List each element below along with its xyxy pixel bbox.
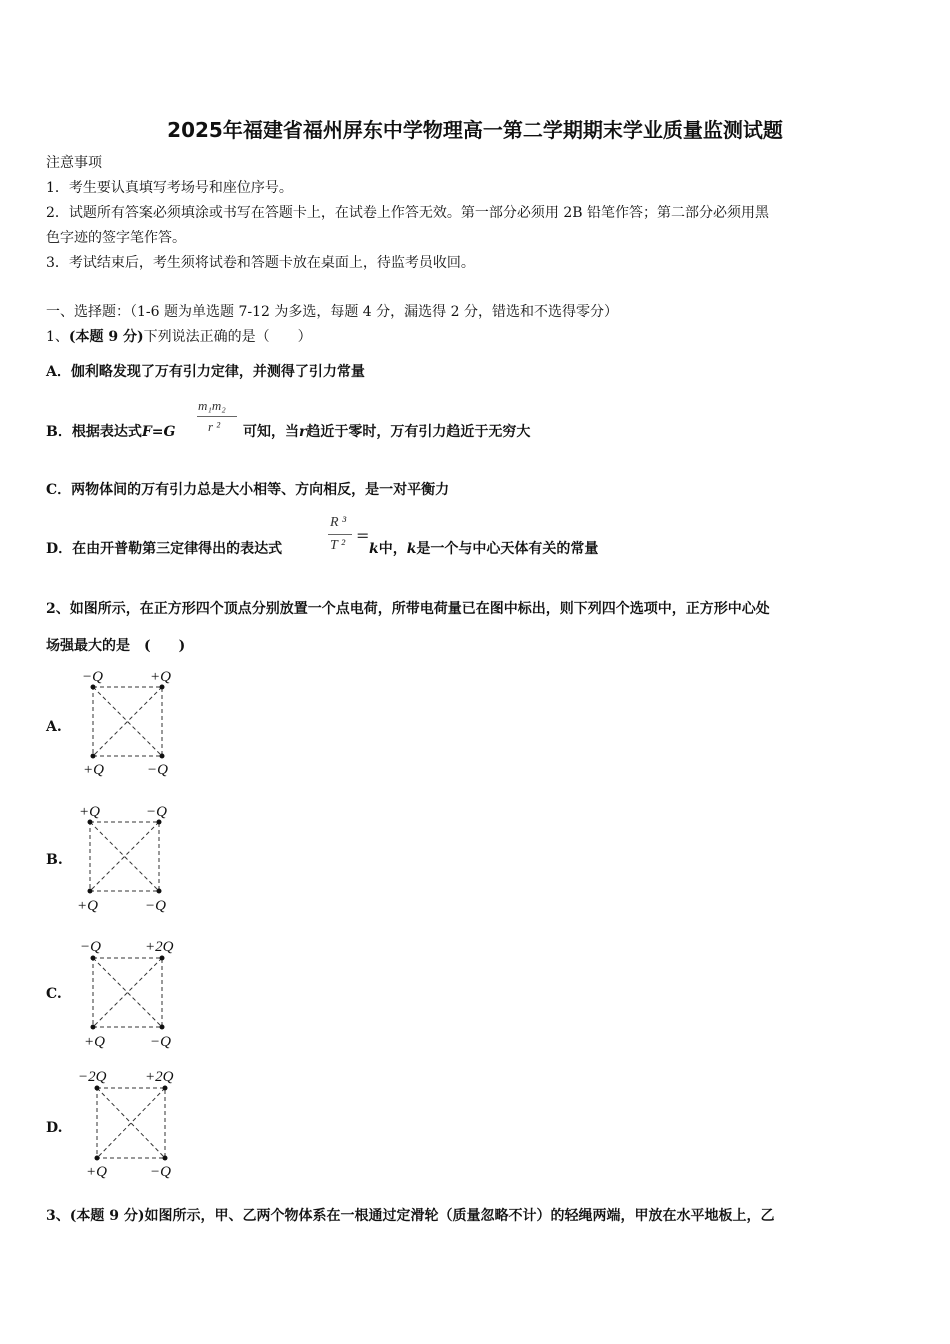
charge-point	[95, 1156, 100, 1161]
question-3-number: 3、	[46, 1208, 70, 1224]
question-1-points: (本题 9 分)	[68, 329, 144, 345]
q1-option-d-label: D．在由开普勒第三定律得出的表达式	[46, 541, 283, 557]
charge-label-br: −Q	[145, 898, 166, 914]
q1-d-k2: k	[406, 541, 417, 557]
question-1-text: 下列说法正确的是（ ）	[143, 329, 312, 345]
q1-d-text-2: 是一个与中心天体有关的常量	[416, 541, 599, 557]
notice-item-1: 1．考生要认真填写考场号和座位序号。	[46, 180, 293, 196]
q1-option-a: A．伽利略发现了万有引力定律，并测得了引力常量	[46, 364, 365, 380]
charge-label-tr: +2Q	[145, 1069, 174, 1085]
charge-point	[160, 754, 165, 759]
notice-item-2-line-2: 色字迹的签字笔作答。	[46, 230, 186, 246]
charge-label-tr: −Q	[146, 804, 167, 820]
q1-option-b-label: B．根据表达式	[46, 424, 142, 440]
q1-b-text-2: 趋近于零时，万有引力趋近于无穷大	[306, 424, 531, 440]
charge-point	[91, 685, 96, 690]
charge-label-tl: −Q	[80, 939, 101, 955]
charge-label-tl: −2Q	[78, 1069, 107, 1085]
charge-label-tr: +2Q	[145, 939, 174, 955]
charge-point	[163, 1156, 168, 1161]
charge-point	[160, 1025, 165, 1030]
q1-b-r: r	[299, 424, 307, 440]
q1-b-fraction-bar	[197, 416, 237, 417]
page-title: 2025年福建省福州屏东中学物理高一第二学期期末学业质量监测试题	[167, 118, 783, 142]
q1-option-b-rest	[243, 421, 530, 441]
charge-point	[91, 956, 96, 961]
q2-option-b-diagram	[70, 800, 190, 916]
charge-label-bl: +Q	[86, 1164, 107, 1180]
q2-option-c-label: C.	[46, 986, 62, 1002]
q2-option-d-diagram	[70, 1064, 190, 1182]
question-3-stem	[46, 1205, 775, 1225]
charge-point	[160, 956, 165, 961]
q1-d-fraction-denominator: T ²	[330, 538, 346, 553]
charge-point	[157, 820, 162, 825]
question-3-points: (本题 9 分)	[69, 1208, 145, 1224]
notice-item-3: 3．考试结束后，考生须将试卷和答题卡放在桌面上，待监考员收回。	[46, 255, 475, 271]
q1-option-b	[46, 421, 175, 441]
q2-option-b-label: B.	[46, 852, 63, 868]
question-1-number: 1、	[46, 329, 69, 345]
charge-label-tl: −Q	[82, 669, 103, 685]
charge-label-bl: +Q	[83, 762, 104, 778]
section-heading: 一、选择题：（1-6 题为单选题 7-12 为多选，每题 4 分，漏选得 2 分，错选和不选得零分）	[46, 304, 618, 320]
q1-option-c: C．两物体间的万有引力总是大小相等、方向相反，是一对平衡力	[46, 482, 450, 498]
charge-label-br: −Q	[147, 762, 168, 778]
charge-point	[91, 754, 96, 759]
q1-d-fraction-bar	[328, 534, 352, 535]
q2-option-d-label: D.	[46, 1120, 63, 1136]
charge-point	[91, 1025, 96, 1030]
q1-option-d-rest	[369, 538, 598, 558]
charge-label-br: −Q	[150, 1034, 171, 1050]
q1-b-fraction-numerator: m₁m₂	[198, 398, 226, 413]
notice-heading: 注意事项	[46, 155, 102, 171]
q1-b-text-1: 可知，当	[243, 424, 299, 440]
charge-point	[157, 889, 162, 894]
question-2-line-2: 场强最大的是 ( )	[46, 638, 186, 654]
charge-label-br: −Q	[150, 1164, 171, 1180]
q1-d-k: k	[369, 541, 379, 557]
charge-label-bl: +Q	[77, 898, 98, 914]
notice-item-2-line-1: 2．试题所有答案必须填涂或书写在答题卡上，在试卷上作答无效。第一部分必须用 2B 铅笔作答；第二部分必须用黑	[46, 205, 769, 221]
charge-point	[88, 889, 93, 894]
q1-d-text-1: 中，	[378, 541, 407, 557]
q1-b-fraction-denominator: r ²	[208, 419, 221, 434]
q1-option-b-formula: F=G	[141, 424, 176, 440]
question-2-line-1: 2、如图所示，在正方形四个顶点分别放置一个点电荷，所带电荷量已在图中标出，则下列四个选项中，正方形中心处	[46, 601, 770, 617]
q2-option-c-diagram	[70, 934, 190, 1052]
question-1-stem	[46, 326, 312, 346]
charge-point	[160, 685, 165, 690]
question-3-text: 如图所示，甲、乙两个物体系在一根通过定滑轮（质量忽略不计）的轻绳两端，甲放在水平地板上，乙	[144, 1208, 775, 1224]
q1-d-equals: =	[356, 526, 370, 545]
charge-label-tl: +Q	[79, 804, 100, 820]
q1-d-fraction-numerator: R ³	[330, 515, 347, 530]
charge-point	[95, 1086, 100, 1091]
charge-label-bl: +Q	[84, 1034, 105, 1050]
charge-point	[88, 820, 93, 825]
q2-option-a-label: A.	[46, 719, 62, 735]
charge-label-tr: +Q	[150, 669, 171, 685]
charge-point	[163, 1086, 168, 1091]
q2-option-a-diagram	[70, 664, 190, 780]
